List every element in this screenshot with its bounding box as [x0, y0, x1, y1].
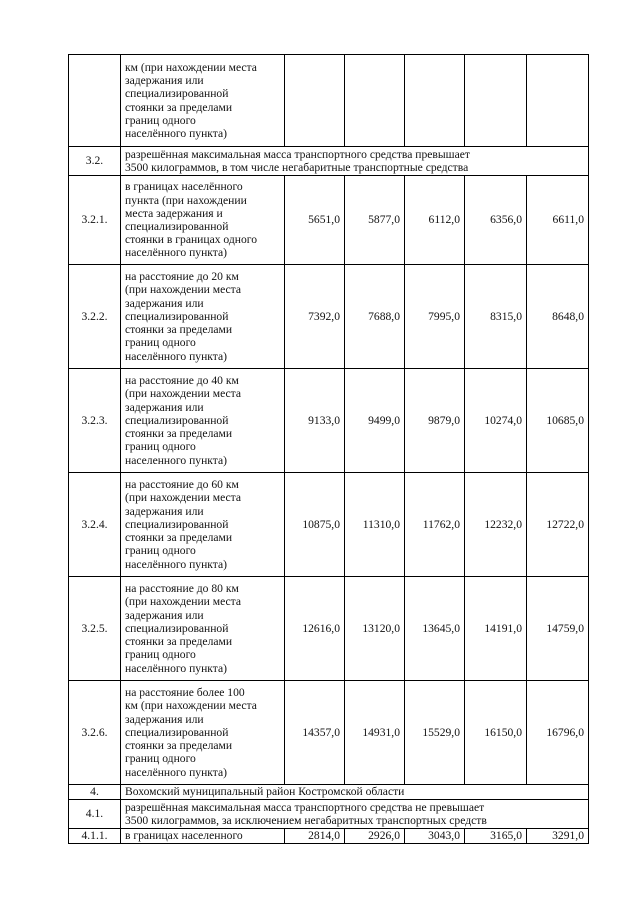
tariff-value-year-1: 5651,0	[285, 176, 345, 265]
tariff-value-year-2: 11310,0	[345, 473, 405, 577]
section-row	[69, 785, 589, 800]
tariff-value-year-2: 7688,0	[345, 265, 405, 369]
tariff-value-year-5: 16796,0	[527, 681, 589, 785]
row-number: 4.1.	[69, 800, 121, 829]
row-number: 3.2.5.	[69, 577, 121, 681]
tariff-value-year-4	[465, 55, 527, 147]
tariff-value-year-3: 3043,0	[405, 829, 465, 844]
table-row	[69, 829, 589, 844]
tariff-value-year-3: 7995,0	[405, 265, 465, 369]
tariff-value-year-5: 6611,0	[527, 176, 589, 265]
tariff-value-year-4: 12232,0	[465, 473, 527, 577]
tariff-value-year-3: 15529,0	[405, 681, 465, 785]
row-number: 3.2.1.	[69, 176, 121, 265]
section-title: разрешённая максимальная масса транспортного средства превышает 3500 килограммов, в том числе негабаритные транспортные средства	[121, 147, 589, 176]
tariff-value-year-5: 14759,0	[527, 577, 589, 681]
tariff-value-year-2: 9499,0	[345, 369, 405, 473]
tariff-value-year-4: 3165,0	[465, 829, 527, 844]
row-number: 3.2.3.	[69, 369, 121, 473]
row-description: в границах населённого пункта (при нахождении места задержания и специализированной стоянки в границах одного населённого пункта)	[121, 176, 285, 265]
tariff-value-year-3: 9879,0	[405, 369, 465, 473]
section-title: Вохомский муниципальный район Костромской области	[121, 785, 589, 800]
row-number: 4.1.1.	[69, 829, 121, 844]
row-description: км (при нахождении места задержания или специализированной стоянки за пределами границ одного населённого пункта)	[121, 55, 285, 147]
tariff-value-year-1: 9133,0	[285, 369, 345, 473]
table-row	[69, 176, 589, 265]
tariff-value-year-2: 13120,0	[345, 577, 405, 681]
tariff-value-year-2: 5877,0	[345, 176, 405, 265]
row-description: в границах населенного	[121, 829, 285, 844]
table-row	[69, 369, 589, 473]
tariff-value-year-1: 10875,0	[285, 473, 345, 577]
row-number	[69, 55, 121, 147]
tariff-value-year-1: 2814,0	[285, 829, 345, 844]
tariff-value-year-3: 6112,0	[405, 176, 465, 265]
section-row	[69, 800, 589, 829]
tariff-value-year-4: 10274,0	[465, 369, 527, 473]
row-description: на расстояние до 80 км (при нахождении места задержания или специализированной стоянки за пределами границ одного населённого пункта)	[121, 577, 285, 681]
row-description: на расстояние до 40 км (при нахождении места задержания или специализированной стоянки за пределами границ одного населенного пункта)	[121, 369, 285, 473]
tariff-value-year-5: 10685,0	[527, 369, 589, 473]
section-row	[69, 147, 589, 176]
tariff-value-year-2: 2926,0	[345, 829, 405, 844]
section-title: разрешённая максимальная масса транспортного средства не превышает 3500 килограммов, за исключением негабаритных транспортных средств	[121, 800, 589, 829]
row-number: 3.2.2.	[69, 265, 121, 369]
tariff-value-year-1: 7392,0	[285, 265, 345, 369]
table-row	[69, 265, 589, 369]
tariff-value-year-5: 3291,0	[527, 829, 589, 844]
row-number: 3.2.	[69, 147, 121, 176]
tariff-table-body	[69, 55, 589, 844]
row-description: на расстояние до 60 км (при нахождении места задержания или специализированной стоянки за пределами границ одного населённого пункта)	[121, 473, 285, 577]
tariff-value-year-4: 16150,0	[465, 681, 527, 785]
table-row	[69, 55, 589, 147]
tariff-table	[68, 54, 589, 844]
tariff-value-year-1: 14357,0	[285, 681, 345, 785]
tariff-value-year-4: 14191,0	[465, 577, 527, 681]
tariff-value-year-4: 6356,0	[465, 176, 527, 265]
tariff-value-year-1	[285, 55, 345, 147]
tariff-value-year-5	[527, 55, 589, 147]
row-number: 4.	[69, 785, 121, 800]
tariff-value-year-1: 12616,0	[285, 577, 345, 681]
tariff-value-year-3: 11762,0	[405, 473, 465, 577]
table-row	[69, 577, 589, 681]
tariff-value-year-2	[345, 55, 405, 147]
row-description: на расстояние до 20 км (при нахождении места задержания или специализированной стоянки за пределами границ одного населённого пункта)	[121, 265, 285, 369]
table-row	[69, 681, 589, 785]
tariff-value-year-3	[405, 55, 465, 147]
tariff-value-year-5: 8648,0	[527, 265, 589, 369]
row-description: на расстояние более 100 км (при нахождении места задержания или специализированной стоянки за пределами границ одного населённого пункта)	[121, 681, 285, 785]
tariff-value-year-4: 8315,0	[465, 265, 527, 369]
row-number: 3.2.4.	[69, 473, 121, 577]
table-row	[69, 473, 589, 577]
tariff-value-year-3: 13645,0	[405, 577, 465, 681]
tariff-value-year-5: 12722,0	[527, 473, 589, 577]
tariff-value-year-2: 14931,0	[345, 681, 405, 785]
row-number: 3.2.6.	[69, 681, 121, 785]
